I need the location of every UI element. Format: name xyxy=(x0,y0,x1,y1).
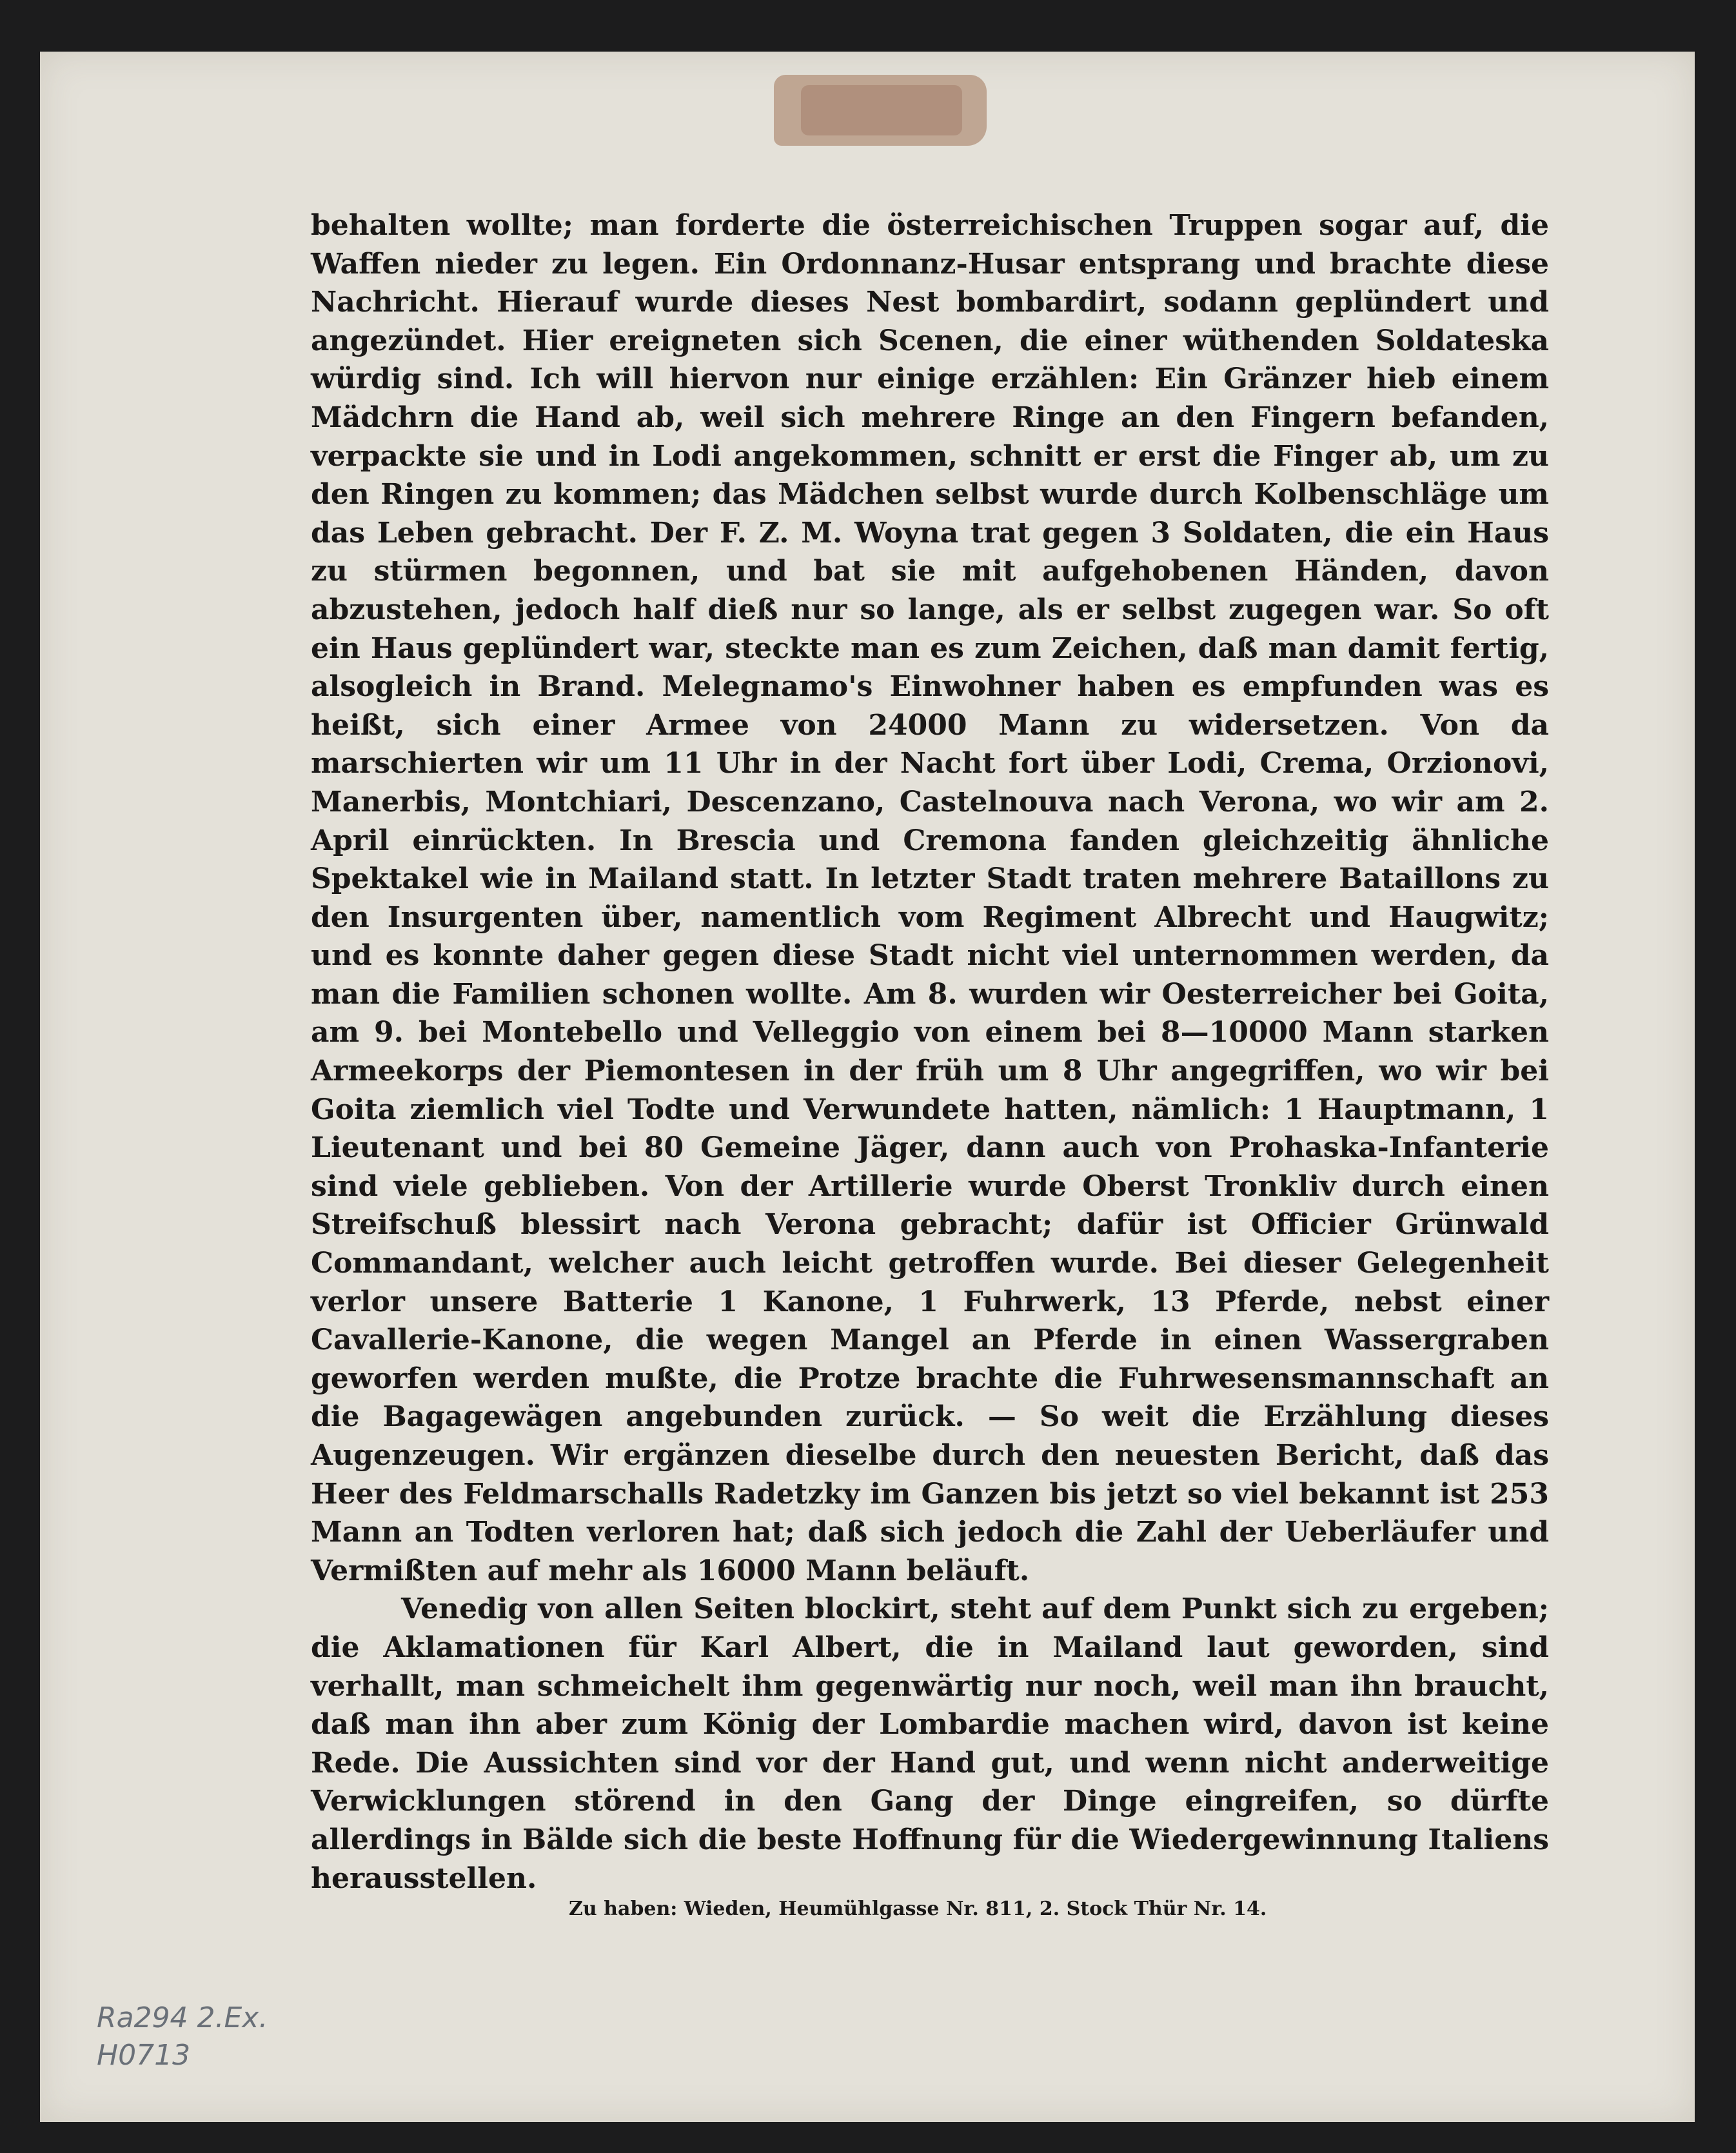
shelfmark-annotation xyxy=(97,1999,268,2074)
paragraph-1: behalten wollte; man forderte die österreichischen Truppen sogar auf, die Waffen nieder zu legen. Ein Ordonnanz-Husar entsprang und brachte diese Nachricht. Hierauf wurde dieses Nest bombardirt, sodann geplündert und angezündet. Hier ereigneten sich Scenen, die einer wüthenden Soldateska würdig sind. Ich will hiervon nur einige erzählen: Ein Gränzer hieb einem Mädchrn die Hand ab, weil sich mehrere Ringe an den Fingern befanden, verpackte sie und in Lodi angekommen, schnitt er erst die Finger ab, um zu den Ringen zu kommen; das Mädchen selbst wurde durch Kolbenschläge um das Leben gebracht. Der F. Z. M. Woyna trat gegen 3 Soldaten, die ein Haus zu stürmen begonnen, und bat sie mit aufgehobenen Händen, davon abzustehen, jedoch half dieß nur so lange, als er selbst zugegen war. So oft ein Haus geplündert war, steckte man es zum Zeichen, daß man damit fertig, alsogleich in Brand. Melegnamo's Einwohner haben es empfunden was es heißt, sich einer Armee von 24000 Mann zu widersetzen. Von da marschierten wir um 11 Uhr in der Nacht fort über Lodi, Crema, Orzionovi, Manerbis, Montchiari, Descenzano, Castelnouva nach Verona, wo wir am 2. April einrückten. In Brescia und Cremona fanden gleichzeitig ähnliche Spektakel wie in Mailand statt. In letzter Stadt traten mehrere Bataillons zu den Insurgenten über, namentlich vom Regiment Albrecht und Haugwitz; und es konnte daher gegen diese Stadt nicht viel unternommen werden, da man die Familien schonen wollte. Am 8. wurden wir Oesterreicher bei Goita, am 9. bei Montebello und Velleggio von einem bei 8—10000 Mann starken Armeekorps der Piemontesen in der früh um 8 Uhr angegriffen, wo wir bei Goita ziemlich viel Todte und Verwundete hatten, nämlich: 1 Hauptmann, 1 Lieutenant und bei 80 Gemeine Jäger, dann auch von Prohaska-Infanterie sind viele geblieben. Von der Artillerie wurde Oberst Tronkliv durch einen Streifschuß blessirt nach Verona gebracht; dafür ist Officier Grünwald Commandant, welcher auch leicht getroffen wurde. Bei dieser Gelegenheit verlor unsere Batterie 1 Kanone, 1 Fuhrwerk, 13 Pferde, nebst einer Cavallerie-Kanone, die wegen Mangel an Pferde in einen Wassergraben geworfen werden mußte, die Protze brachte die Fuhrwesensmannschaft an die Bagagewägen angebunden zurück. — So weit die Erzählung dieses Augenzeugen. Wir ergänzen dieselbe durch den neuesten Bericht, daß das Heer des Feldmarschalls Radetzky im Ganzen bis jetzt so viel bekannt ist 253 Mann an Todten verloren hat; daß sich jedoch die Zahl der Ueberläufer und Vermißten auf mehr als 16000 Mann beläuft. xyxy=(311,209,1549,1587)
shelfmark-line-2: H0713 xyxy=(97,2039,191,2072)
shelfmark-line-1: Ra294 2.Ex. xyxy=(97,2001,268,2034)
imprint-line: Zu haben: Wieden, Heumühlgasse Nr. 811, 2. Stock Thür Nr. 14. xyxy=(569,1898,1267,1920)
torn-paper-patch-inner xyxy=(801,85,962,135)
paragraph-2: Venedig von allen Seiten blockirt, steht auf dem Punkt sich zu ergeben; die Aklamationen für Karl Albert, die in Mailand laut geworden, sind verhallt, man schmeichelt ihm gegenwärtig nur noch, weil man ihn braucht, daß man ihn aber zum König der Lombardie machen wird, davon ist keine Rede. Die Aussichten sind vor der Hand gut, und wenn nicht anderweitige Verwicklungen störend in den Gang der Dinge eingreifen, so dürfte allerdings in Bälde sich die beste Hoffnung für die Wiedergewinnung Italiens herausstellen. xyxy=(311,1592,1549,1895)
body-text xyxy=(311,206,1549,1898)
document-page xyxy=(40,52,1695,2122)
